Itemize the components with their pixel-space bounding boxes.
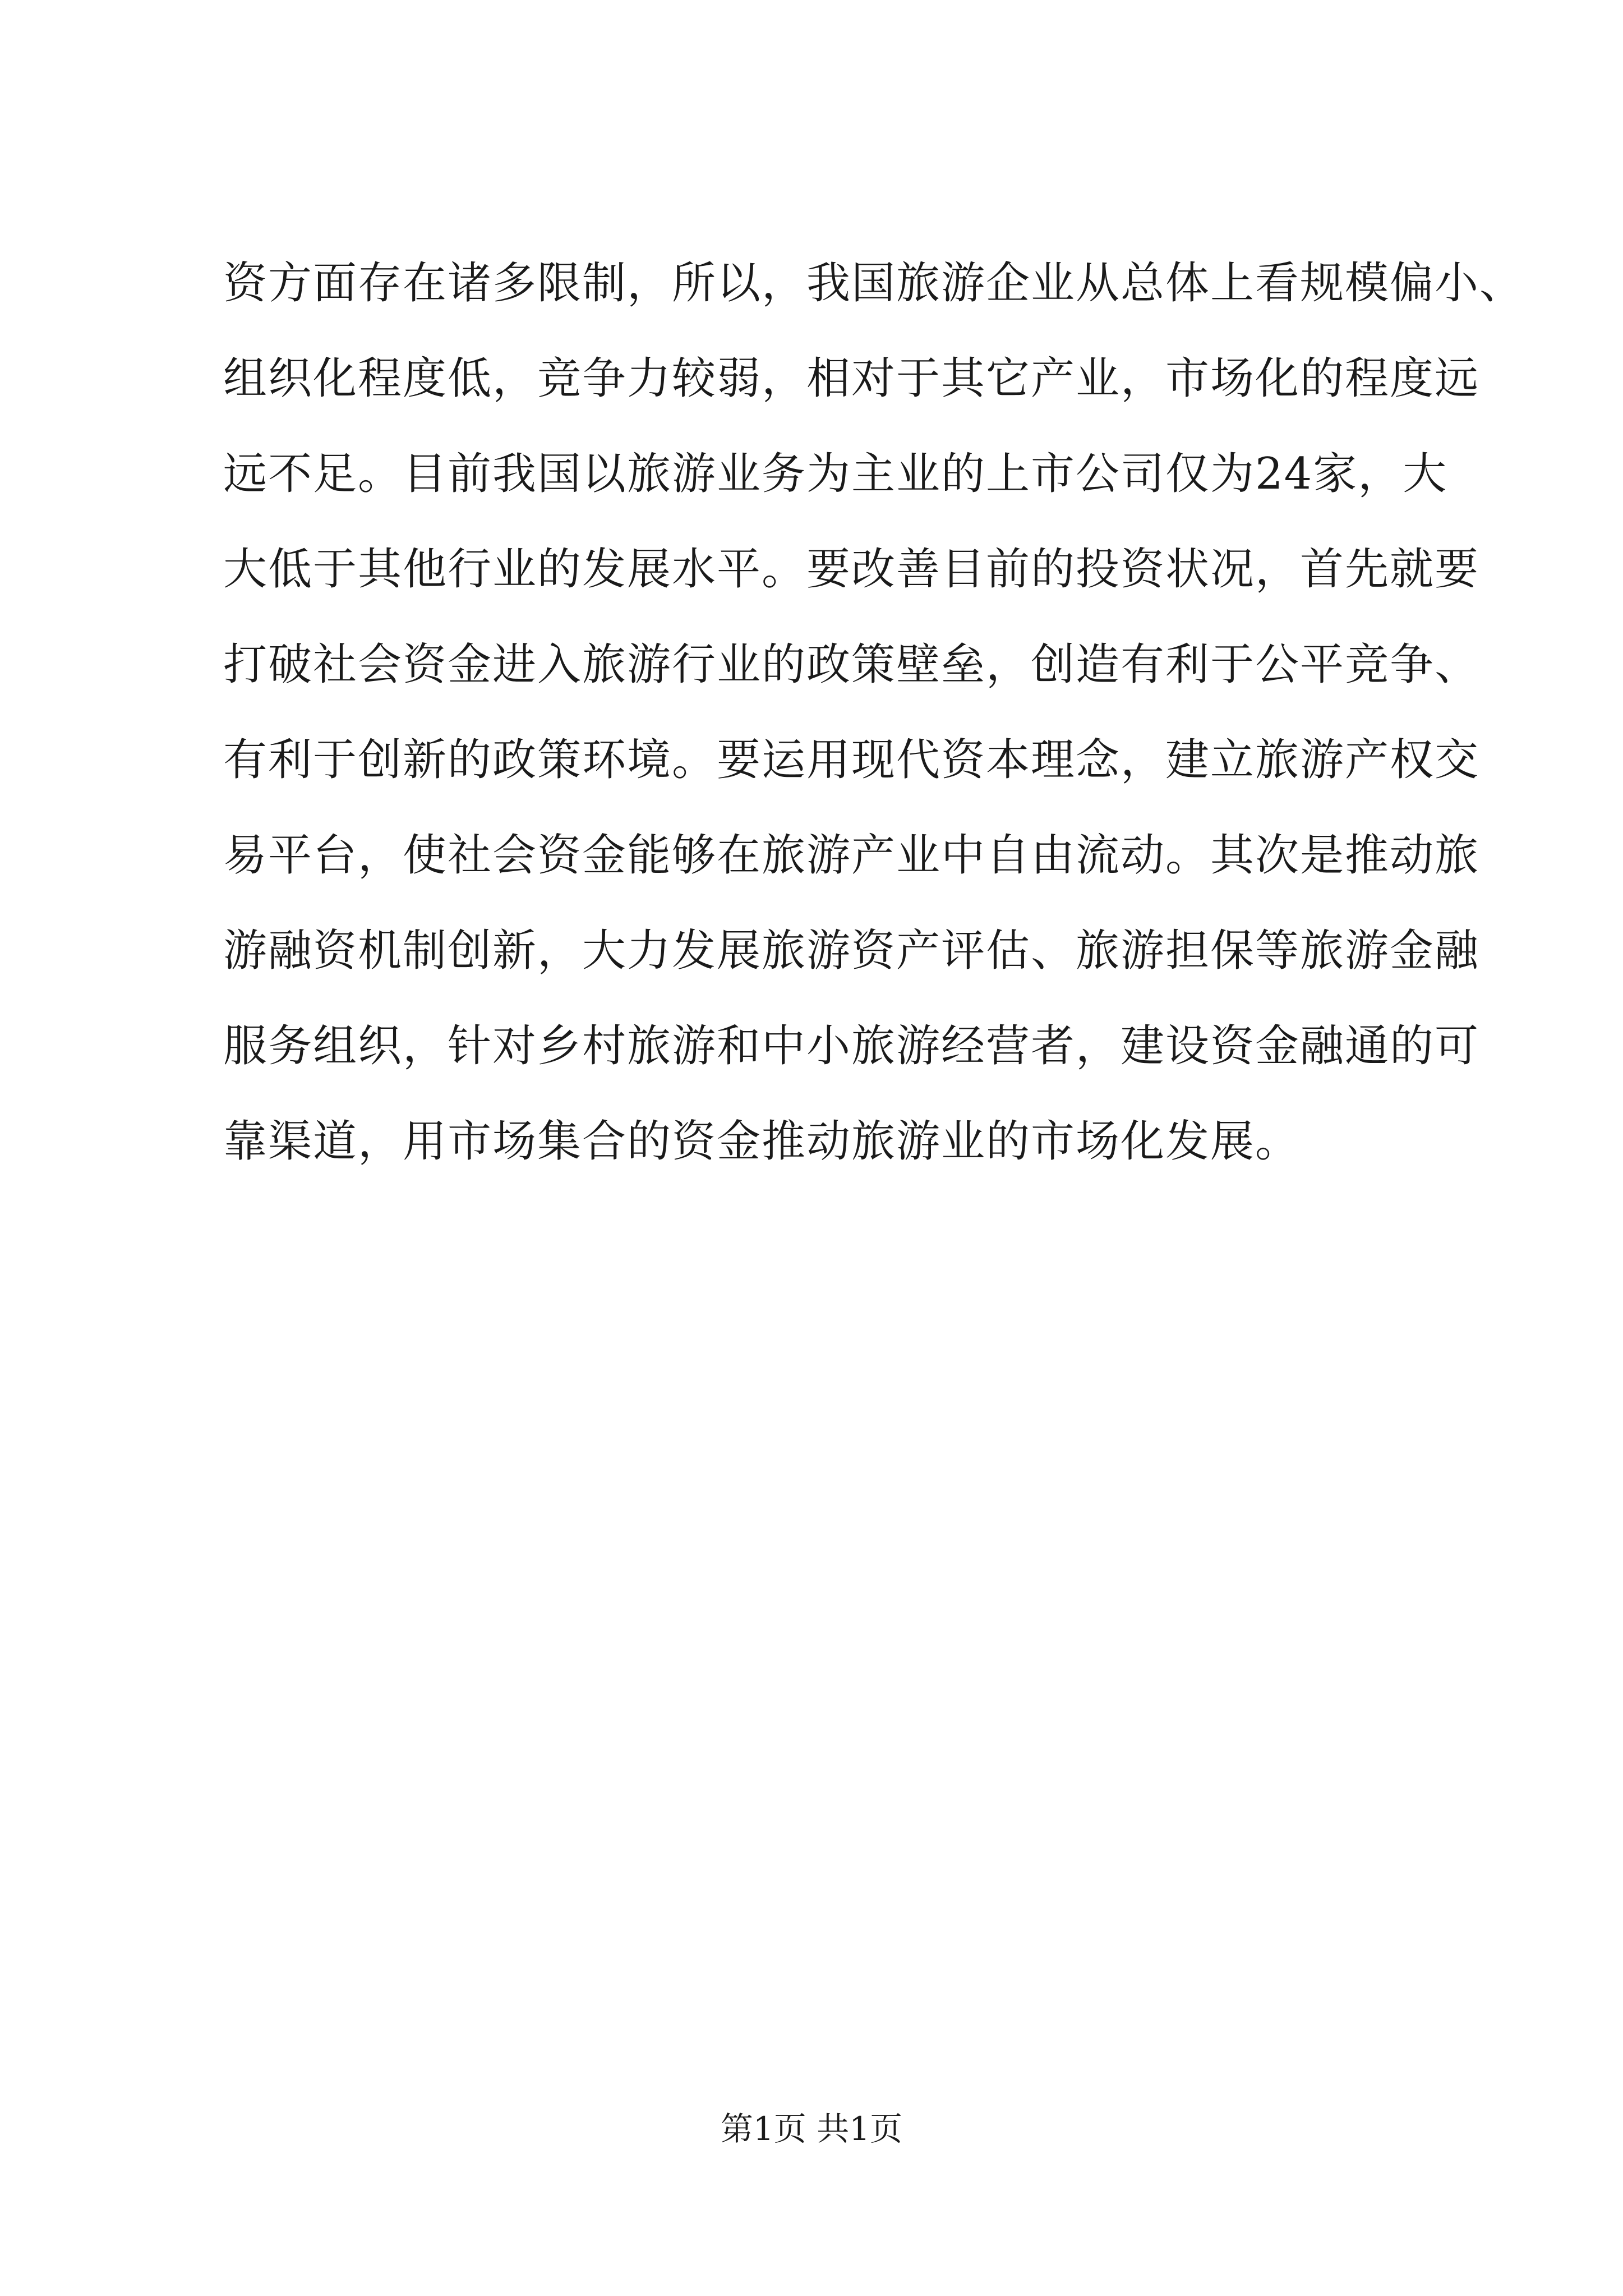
paragraph-line: 易平台，使社会资金能够在旅游产业中自由流动。其次是推动旅 xyxy=(223,830,1480,881)
paragraph-line-last: 靠渠道，用市场集合的资金推动旅游业的市场化发展。 xyxy=(223,1116,1301,1167)
paragraph-line: 资方面存在诸多限制，所以，我国旅游企业从总体上看规模偏小、 xyxy=(223,258,1525,309)
paragraph-line: 大低于其他行业的发展水平。要改善目前的投资状况，首先就要 xyxy=(223,544,1480,595)
paragraph-line: 游融资机制创新，大力发展旅游资产评估、旅游担保等旅游金融 xyxy=(223,926,1480,976)
paragraph-line: 有利于创新的政策环境。要运用现代资本理念，建立旅游产权交 xyxy=(223,735,1480,785)
paragraph-line: 远不足。目前我国以旅游业务为主业的上市公司仅为24家，大 xyxy=(223,449,1448,499)
body-paragraph xyxy=(223,236,1525,1189)
page-number-footer: 第1页 共1页 xyxy=(720,2110,903,2148)
paragraph-line: 打破社会资金进入旅游行业的政策壁垒，创造有利于公平竞争、 xyxy=(223,639,1480,690)
paragraph-line: 服务组织，针对乡村旅游和中小旅游经营者，建设资金融通的可 xyxy=(223,1021,1480,1071)
paragraph-line: 组织化程度低，竞争力较弱，相对于其它产业，市场化的程度远 xyxy=(223,353,1480,404)
